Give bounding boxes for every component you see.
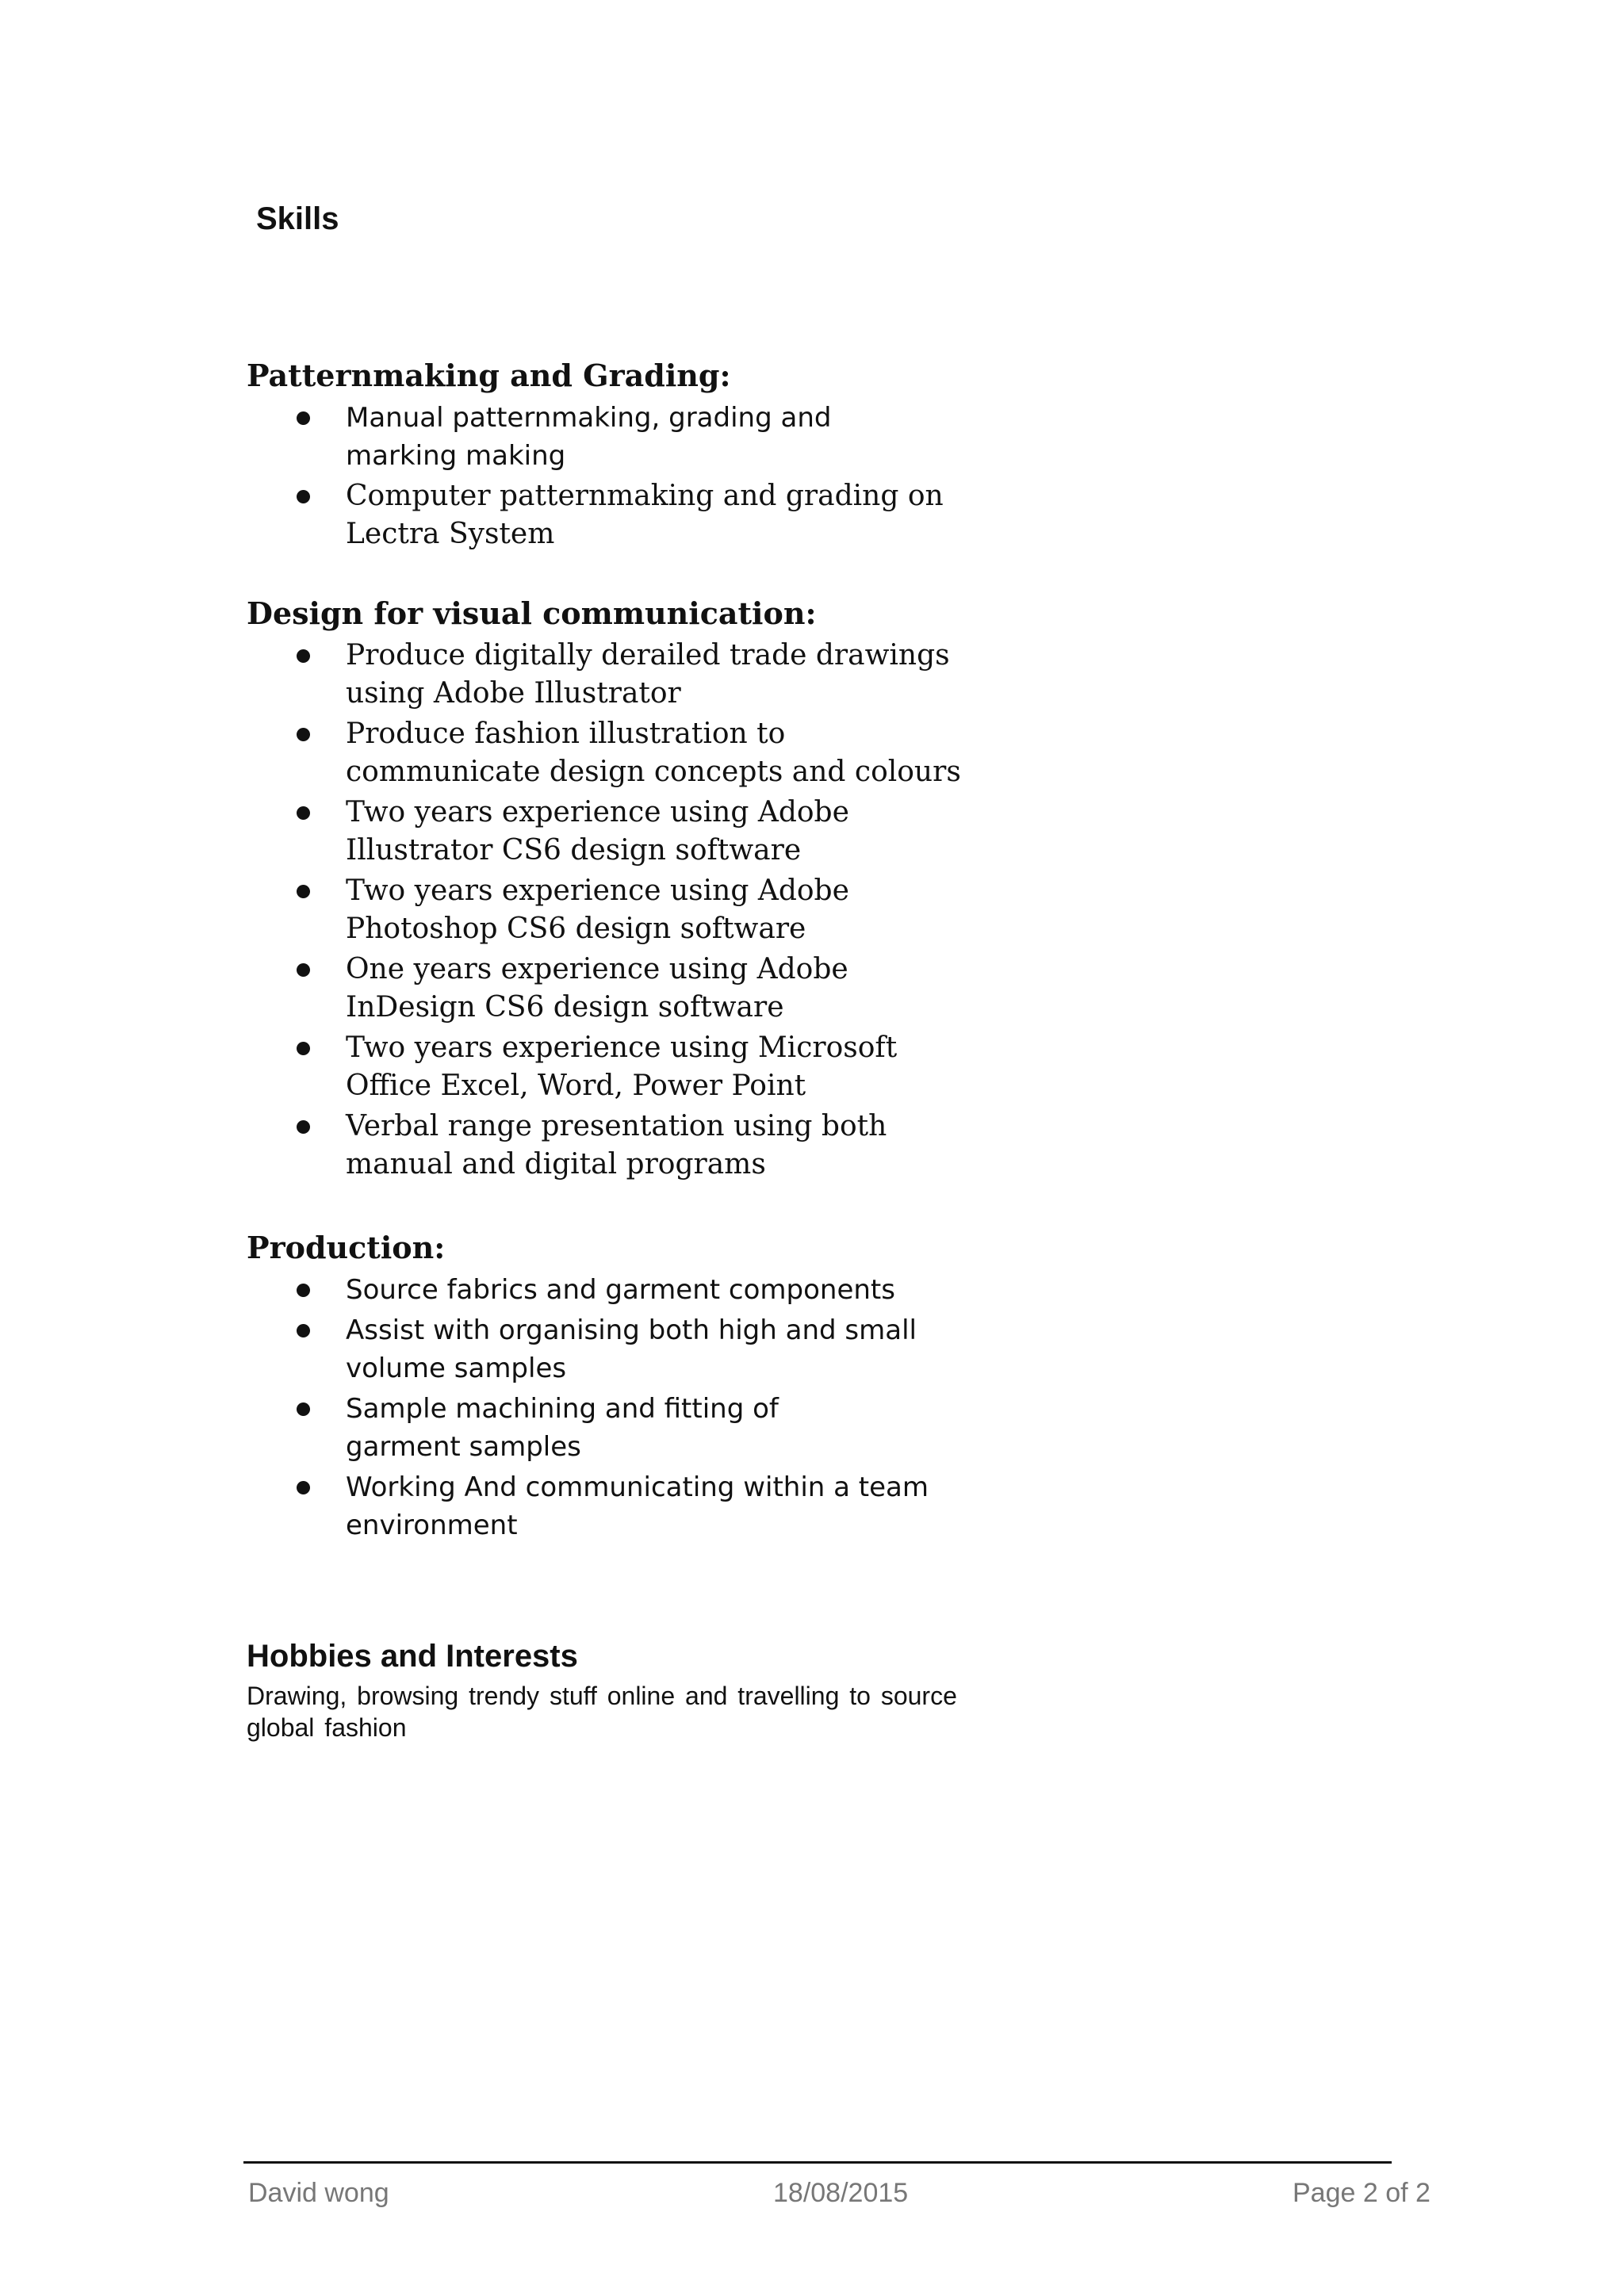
bullet-icon	[297, 1481, 310, 1494]
list-item-text: Working And communicating within a team environment	[346, 1471, 929, 1541]
list-item-text: Verbal range presentation using both manual and digital programs	[346, 1110, 887, 1181]
list-item-text: Assist with organising both high and small volume samples	[346, 1314, 917, 1384]
list-item	[247, 1468, 1040, 1544]
bullet-icon	[297, 885, 310, 898]
bullet-list	[247, 637, 1040, 1184]
list-item-text: Computer patternmaking and grading on Lectra System	[346, 480, 944, 550]
section-heading: Patternmaking and Grading:	[247, 358, 731, 393]
list-item-text: Two years experience using Adobe Photoshop CS6 design software	[346, 874, 849, 945]
section-design	[247, 593, 1040, 1184]
section-heading: Production:	[247, 1230, 446, 1265]
bullet-icon	[297, 649, 310, 663]
list-item	[247, 1108, 1040, 1184]
section-hobbies	[247, 1636, 1040, 1743]
list-item	[247, 1311, 1040, 1387]
list-item	[247, 951, 1040, 1027]
list-item-text: Two years experience using Microsoft Office Excel, Word, Power Point	[346, 1031, 898, 1102]
list-item-text: Two years experience using Adobe Illustrator CS6 design software	[346, 796, 849, 867]
list-item	[247, 872, 1040, 948]
section-heading: Design for visual communication:	[247, 595, 817, 631]
list-item	[247, 1271, 1040, 1309]
bullet-icon	[297, 1324, 310, 1337]
bullet-list	[247, 1271, 1040, 1544]
hobbies-text: Drawing, browsing trendy stuff online and travelling to source global fashion	[247, 1682, 957, 1742]
bullet-icon	[297, 1284, 310, 1297]
list-item-text: Source fabrics and garment components	[346, 1274, 895, 1306]
footer-page-number: Page 2 of 2	[1293, 2178, 1431, 2208]
hobbies-title: Hobbies and Interests	[247, 1639, 578, 1674]
bullet-icon	[297, 411, 310, 425]
skills-title: Skills	[256, 201, 339, 236]
list-item	[247, 477, 1040, 553]
bullet-icon	[297, 728, 310, 741]
list-item	[247, 637, 1040, 713]
footer-author: David wong	[248, 2178, 389, 2208]
list-item	[247, 1029, 1040, 1105]
list-item	[247, 715, 1040, 791]
bullet-list	[247, 399, 1040, 553]
section-production	[247, 1227, 1040, 1544]
bullet-icon	[297, 1402, 310, 1416]
bullet-icon	[297, 806, 310, 820]
footer-date: 18/08/2015	[773, 2178, 909, 2208]
list-item-text: Manual patternmaking, grading and marking making	[346, 402, 832, 472]
list-item	[247, 794, 1040, 870]
section-patternmaking	[247, 355, 1040, 553]
bullet-icon	[297, 1042, 310, 1055]
list-item	[247, 1390, 1040, 1466]
list-item	[247, 399, 1040, 475]
bullet-icon	[297, 963, 310, 977]
bullet-icon	[297, 490, 310, 503]
list-item-text: Produce fashion illustration to communicate design concepts and colours	[346, 718, 961, 788]
footer-divider	[243, 2161, 1392, 2164]
bullet-icon	[297, 1120, 310, 1134]
list-item-text: Sample machining and fitting of garment samples	[346, 1393, 779, 1463]
list-item-text: Produce digitally derailed trade drawings using Adobe Illustrator	[346, 639, 950, 710]
list-item-text: One years experience using Adobe InDesign CS6 design software	[346, 953, 848, 1024]
